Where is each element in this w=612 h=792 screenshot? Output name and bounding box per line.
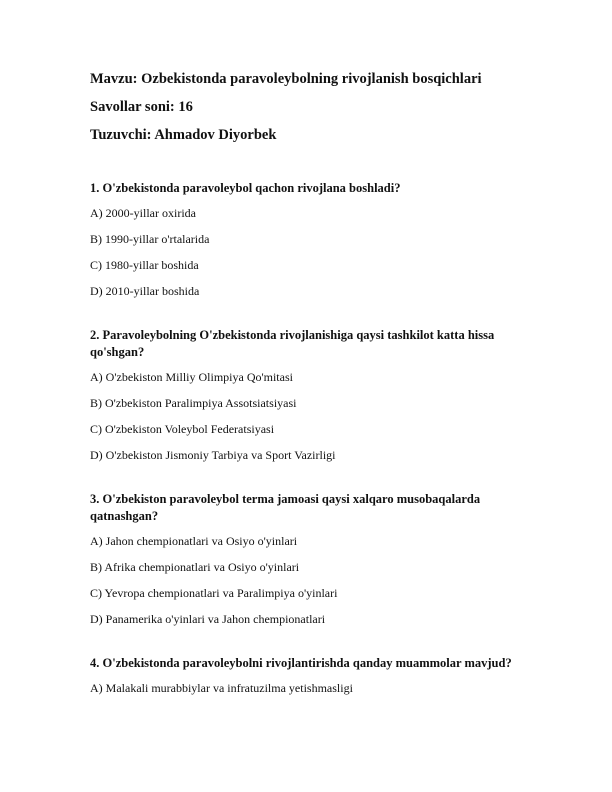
answer-option: C) 1980-yillar boshida xyxy=(90,258,199,272)
question-list xyxy=(90,180,520,724)
question-title: 3. O'zbekiston paravoleybol terma jamoasi qaysi xalqaro musobaqalarda qatnashgan? xyxy=(90,492,481,523)
answer-option: A) 2000-yillar oxirida xyxy=(90,206,196,220)
answer-option: D) O'zbekiston Jismoniy Tarbiya va Sport Vazirligi xyxy=(90,448,336,462)
answer-option: C) Yevropa chempionatlari va Paralimpiya o'yinlari xyxy=(90,586,338,600)
answer-option: B) Afrika chempionatlari va Osiyo o'yinlari xyxy=(90,560,300,574)
answer-option: B) O'zbekiston Paralimpiya Assotsiatsiyasi xyxy=(90,396,297,410)
author-line: Tuzuvchi: Ahmadov Diyorbek xyxy=(90,127,277,143)
document-header xyxy=(90,70,530,154)
question-block xyxy=(90,180,520,299)
answer-option: D) 2010-yillar boshida xyxy=(90,284,200,298)
question-title: 2. Paravoleybolning O'zbekistonda rivojlanishiga qaysi tashkilot katta hissa qo'shgan? xyxy=(90,328,495,359)
answer-option: B) 1990-yillar o'rtalarida xyxy=(90,232,210,246)
answer-option: D) Panamerika o'yinlari va Jahon chempionatlari xyxy=(90,612,326,626)
answer-option: A) Jahon chempionatlari va Osiyo o'yinlari xyxy=(90,534,298,548)
question-count: Savollar soni: 16 xyxy=(90,99,193,115)
answer-option: A) O'zbekiston Milliy Olimpiya Qo'mitasi xyxy=(90,370,293,384)
question-title: 4. O'zbekistonda paravoleybolni rivojlantirishda qanday muammolar mavjud? xyxy=(90,656,512,670)
question-block xyxy=(90,491,520,627)
question-block xyxy=(90,655,520,696)
question-title: 1. O'zbekistonda paravoleybol qachon rivojlana boshladi? xyxy=(90,181,401,195)
answer-option: A) Malakali murabbiylar va infratuzilma yetishmasligi xyxy=(90,681,353,695)
question-block xyxy=(90,327,520,463)
topic-heading: Mavzu: Ozbekistonda paravoleybolning rivojlanish bosqichlari xyxy=(90,71,482,87)
answer-option: C) O'zbekiston Voleybol Federatsiyasi xyxy=(90,422,275,436)
